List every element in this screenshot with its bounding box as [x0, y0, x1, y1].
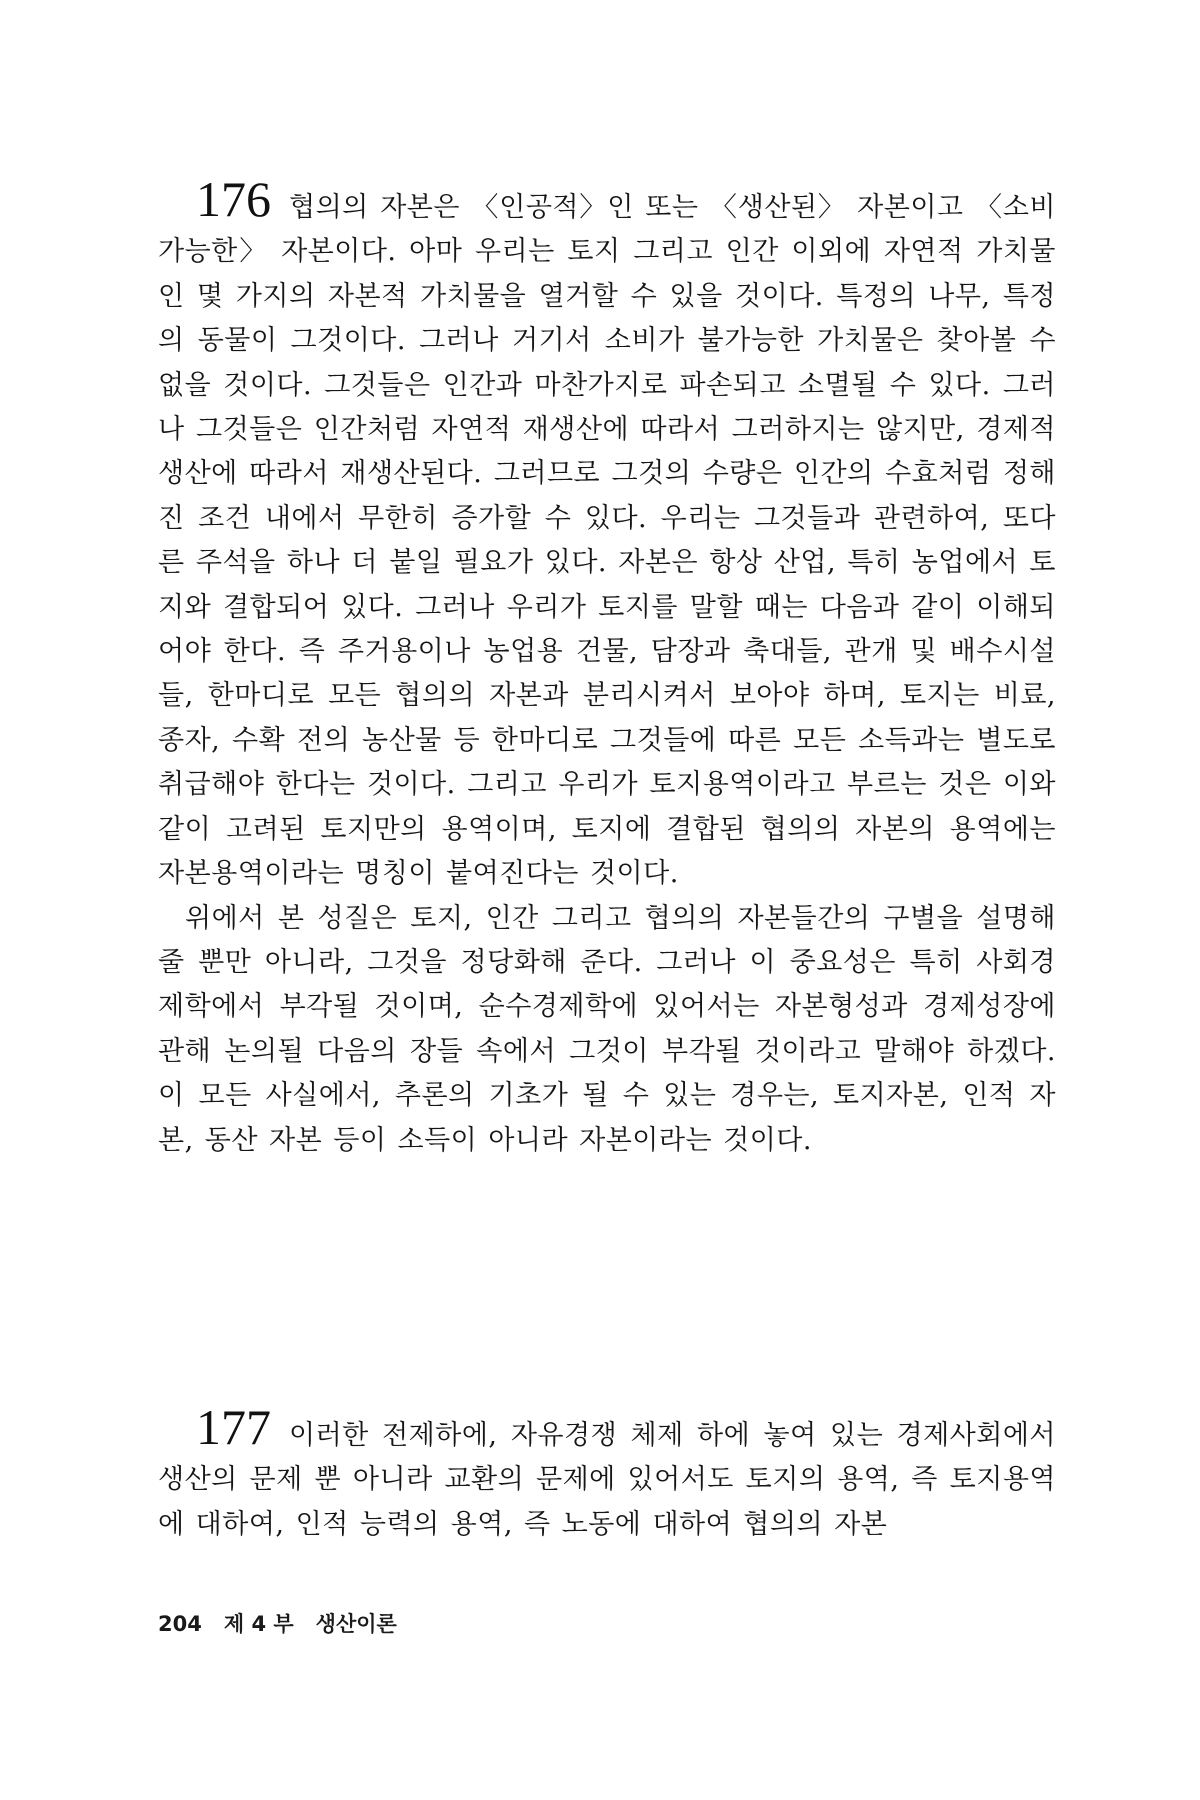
section-number: 177 — [196, 1399, 271, 1455]
section-177 — [158, 1399, 1056, 1547]
page-footer — [158, 1608, 419, 1638]
body-text: 이러한 전제하에, 자유경쟁 체제 하에 놓여 있는 경제사회에서 생산의 문제 뿐 아니라 교환의 문제에 있어서도 토지의 용역, 즉 토지용역에 대하여, 인적 능력의 용역, 즉 노동에 대하여 협의의 자본 — [158, 1420, 1056, 1540]
chapter-title: 생산이론 — [315, 1612, 397, 1636]
section-177-paragraph — [158, 1399, 1056, 1547]
body-text: 협의의 자본은 〈인공적〉인 또는 〈생산된〉 자본이고 〈소비가능한〉 자본이다. 아마 우리는 토지 그리고 인간 이외에 자연적 가치물인 몇 가지의 자본적 가치물을 열거할 수 있을 것이다. 특정의 나무, 특정의 동물이 그것이다. 그러나 거기서 소비가 불가능한 가치물은 찾아볼 수 없을 것이다. 그것들은 인간과 마찬가지로 파손되고 소멸될 수 있다. 그러나 그것들은 인간처럼 자연적 재생산에 따라서 그러하지는 않지만, 경제적 생산에 따라서 재생산된다. 그러므로 그것의 수량은 인간의 수효처럼 정해진 조건 내에서 무한히 증가할 수 있다. 우리는 그것들과 관련하여, 또다른 주석을 하나 더 붙일 필요가 있다. 자본은 항상 산업, 특히 농업에서 토지와 결합되어 있다. 그러나 우리가 토지를 말할 때는 다음과 같이 이해되어야 한다. 즉 주거용이나 농업용 건물, 담장과 축대들, 관개 및 배수시설들, 한마디로 모든 협의의 자본과 분리시켜서 보아야 하며, 토지는 비료, 종자, 수확 전의 농산물 등 한마디로 그것들에 따른 모든 소득과는 별도로 취급해야 한다는 것이다. 그리고 우리가 토지용역이라고 부르는 것은 이와 같이 고려된 토지만의 용역이며, 토지에 결합된 협의의 자본의 용역에는 자본용역이라는 명칭이 붙여진다는 것이다. — [158, 192, 1056, 890]
page-number: 204 — [158, 1612, 202, 1636]
section-176-paragraph — [158, 171, 1056, 897]
section-176 — [158, 171, 1056, 1163]
section-176-paragraph-2: 위에서 본 성질은 토지, 인간 그리고 협의의 자본들간의 구별을 설명해 줄 뿐만 아니라, 그것을 정당화해 준다. 그러나 이 중요성은 특히 사회경제학에서 부각될 것이며, 순수경제학에 있어서는 자본형성과 경제성장에 관해 논의될 다음의 장들 속에서 그것이 부각될 것이라고 말해야 하겠다. 이 모든 사실에서, 추론의 기초가 될 수 있는 경우는, 토지자본, 인적 자본, 동산 자본 등이 소득이 아니라 자본이라는 것이다. — [158, 902, 1056, 1156]
part-label: 제 4 부 — [223, 1612, 294, 1636]
section-number: 176 — [196, 171, 271, 227]
